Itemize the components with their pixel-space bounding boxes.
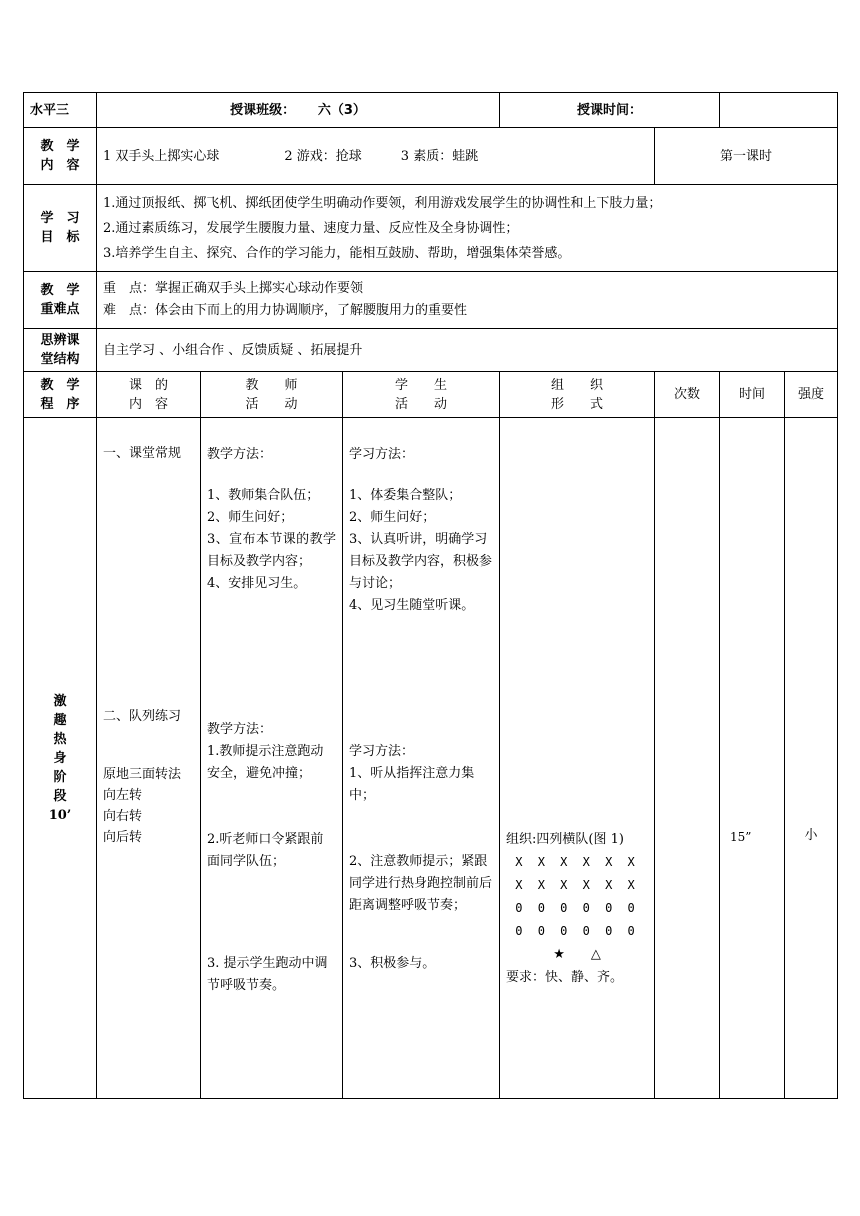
stage-row <box>24 418 838 1099</box>
student-a1: 1、体委集合整队； <box>349 488 462 503</box>
content-row <box>24 128 838 185</box>
lesson-number: 第一课时 <box>655 128 838 185</box>
stage-time: 15” <box>720 418 785 1099</box>
teacher-a2: 2、师生问好； <box>207 510 294 525</box>
teacher-b3: 3. 提示学生跑动中调节呼吸节奏。 <box>207 956 328 993</box>
time-label: 授课时间： <box>500 93 720 128</box>
formation-row: 0 0 0 0 0 0 <box>515 901 639 915</box>
content-item2: 向左转 <box>103 788 143 803</box>
structure-row <box>24 329 838 372</box>
content-part2: 二、队列练习 <box>103 709 182 724</box>
student-a2: 2、师生问好； <box>349 510 436 525</box>
org-requirement: 要求：快、静、齐。 <box>506 970 624 985</box>
goals-text <box>97 185 838 272</box>
stage-student <box>343 418 500 1099</box>
lesson-plan-table <box>23 92 838 1099</box>
content-part1: 一、课堂常规 <box>103 446 182 461</box>
key-points-label: 教 学 重难点 <box>24 272 97 329</box>
formation-row: X X X X X X <box>515 855 639 869</box>
class-cell <box>97 93 500 128</box>
goals-label: 学 习 目 标 <box>24 185 97 272</box>
key-points-row <box>24 272 838 329</box>
col-teacher: 教 师 活 动 <box>201 372 343 418</box>
goal-3: 3.培养学生自主、探究、合作的学习能力，能相互鼓励、帮助，增强集体荣誉感。 <box>103 245 571 261</box>
content-item4: 向后转 <box>103 830 143 845</box>
level-cell: 水平三 <box>24 93 97 128</box>
goal-1: 1.通过顶报纸、掷飞机、掷纸团使学生明确动作要领，利用游戏发展学生的协调性和上下肢力量； <box>103 195 662 211</box>
column-header-row <box>24 372 838 418</box>
col-time: 时间 <box>720 372 785 418</box>
col-count: 次数 <box>655 372 720 418</box>
key-points-text <box>97 272 838 329</box>
stage-duration: 10’ <box>48 807 72 823</box>
teacher-a3: 3、宣布本节课的教学目标及教学内容； <box>207 532 336 569</box>
stage-intensity: 小 <box>785 418 838 1099</box>
class-label: 授课班级： <box>230 102 296 118</box>
difficult-point: 难 点：体会由下而上的用力协调顺序，了解腰腹用力的重要性 <box>103 303 468 318</box>
stage-count <box>655 418 720 1099</box>
content-items: 1 双手头上掷实心球 2 游戏：抢球 3 素质：蛙跳 <box>97 128 655 185</box>
content-item3: 向右转 <box>103 809 143 824</box>
goals-row <box>24 185 838 272</box>
key-point: 重 点：掌握正确双手头上掷实心球动作要领 <box>103 281 364 296</box>
teacher-method2: 教学方法： <box>207 722 273 737</box>
teacher-b1: 1.教师提示注意跑动安全，避免冲撞； <box>207 744 324 781</box>
content-item1: 原地三面转法 <box>103 767 182 782</box>
student-b2: 2、注意教师提示；紧跟同学进行热身跑控制前后距离调整呼吸节奏； <box>349 854 493 913</box>
col-content: 课 的 内 容 <box>97 372 201 418</box>
student-a3: 3、认真听讲，明确学习目标及教学内容，积极参与讨论； <box>349 532 493 591</box>
teacher-method1: 教学方法： <box>207 447 273 462</box>
stage-content <box>97 418 201 1099</box>
stage-organization <box>500 418 655 1099</box>
teacher-a1: 1、教师集合队伍； <box>207 488 320 503</box>
teacher-position-symbols: ★ △ <box>553 947 601 962</box>
org-title: 组织:四列横队(图 1) <box>506 832 624 847</box>
teacher-a4: 4、安排见习生。 <box>207 576 307 591</box>
content-label: 教 学 内 容 <box>24 128 97 185</box>
col-student: 学 生 活 动 <box>343 372 500 418</box>
structure-label: 思辨课 堂结构 <box>24 329 97 372</box>
formation-row: 0 0 0 0 0 0 <box>515 924 639 938</box>
stage-teacher <box>201 418 343 1099</box>
teacher-b2: 2.听老师口令紧跟前面同学队伍； <box>207 832 324 869</box>
goal-2: 2.通过素质练习，发展学生腰腹力量、速度力量、反应性及全身协调性； <box>103 220 519 236</box>
stage-label: 激 趣 热 身 阶 段 10’ <box>24 418 97 1099</box>
class-value: 六（3） <box>317 102 366 118</box>
structure-text: 自主学习 、小组合作 、反馈质疑 、拓展提升 <box>97 329 838 372</box>
student-a4: 4、见习生随堂听课。 <box>349 598 475 613</box>
student-method1: 学习方法： <box>349 447 415 462</box>
col-organization: 组 织 形 式 <box>500 372 655 418</box>
formation-row: X X X X X X <box>515 878 639 892</box>
student-method2: 学习方法： <box>349 744 415 759</box>
col-intensity: 强度 <box>785 372 838 418</box>
student-b1: 1、听从指挥注意力集中； <box>349 766 475 803</box>
col-program: 教 学 程 序 <box>24 372 97 418</box>
header-row <box>24 93 838 128</box>
time-value <box>720 93 838 128</box>
student-b3: 3、积极参与。 <box>349 956 436 971</box>
